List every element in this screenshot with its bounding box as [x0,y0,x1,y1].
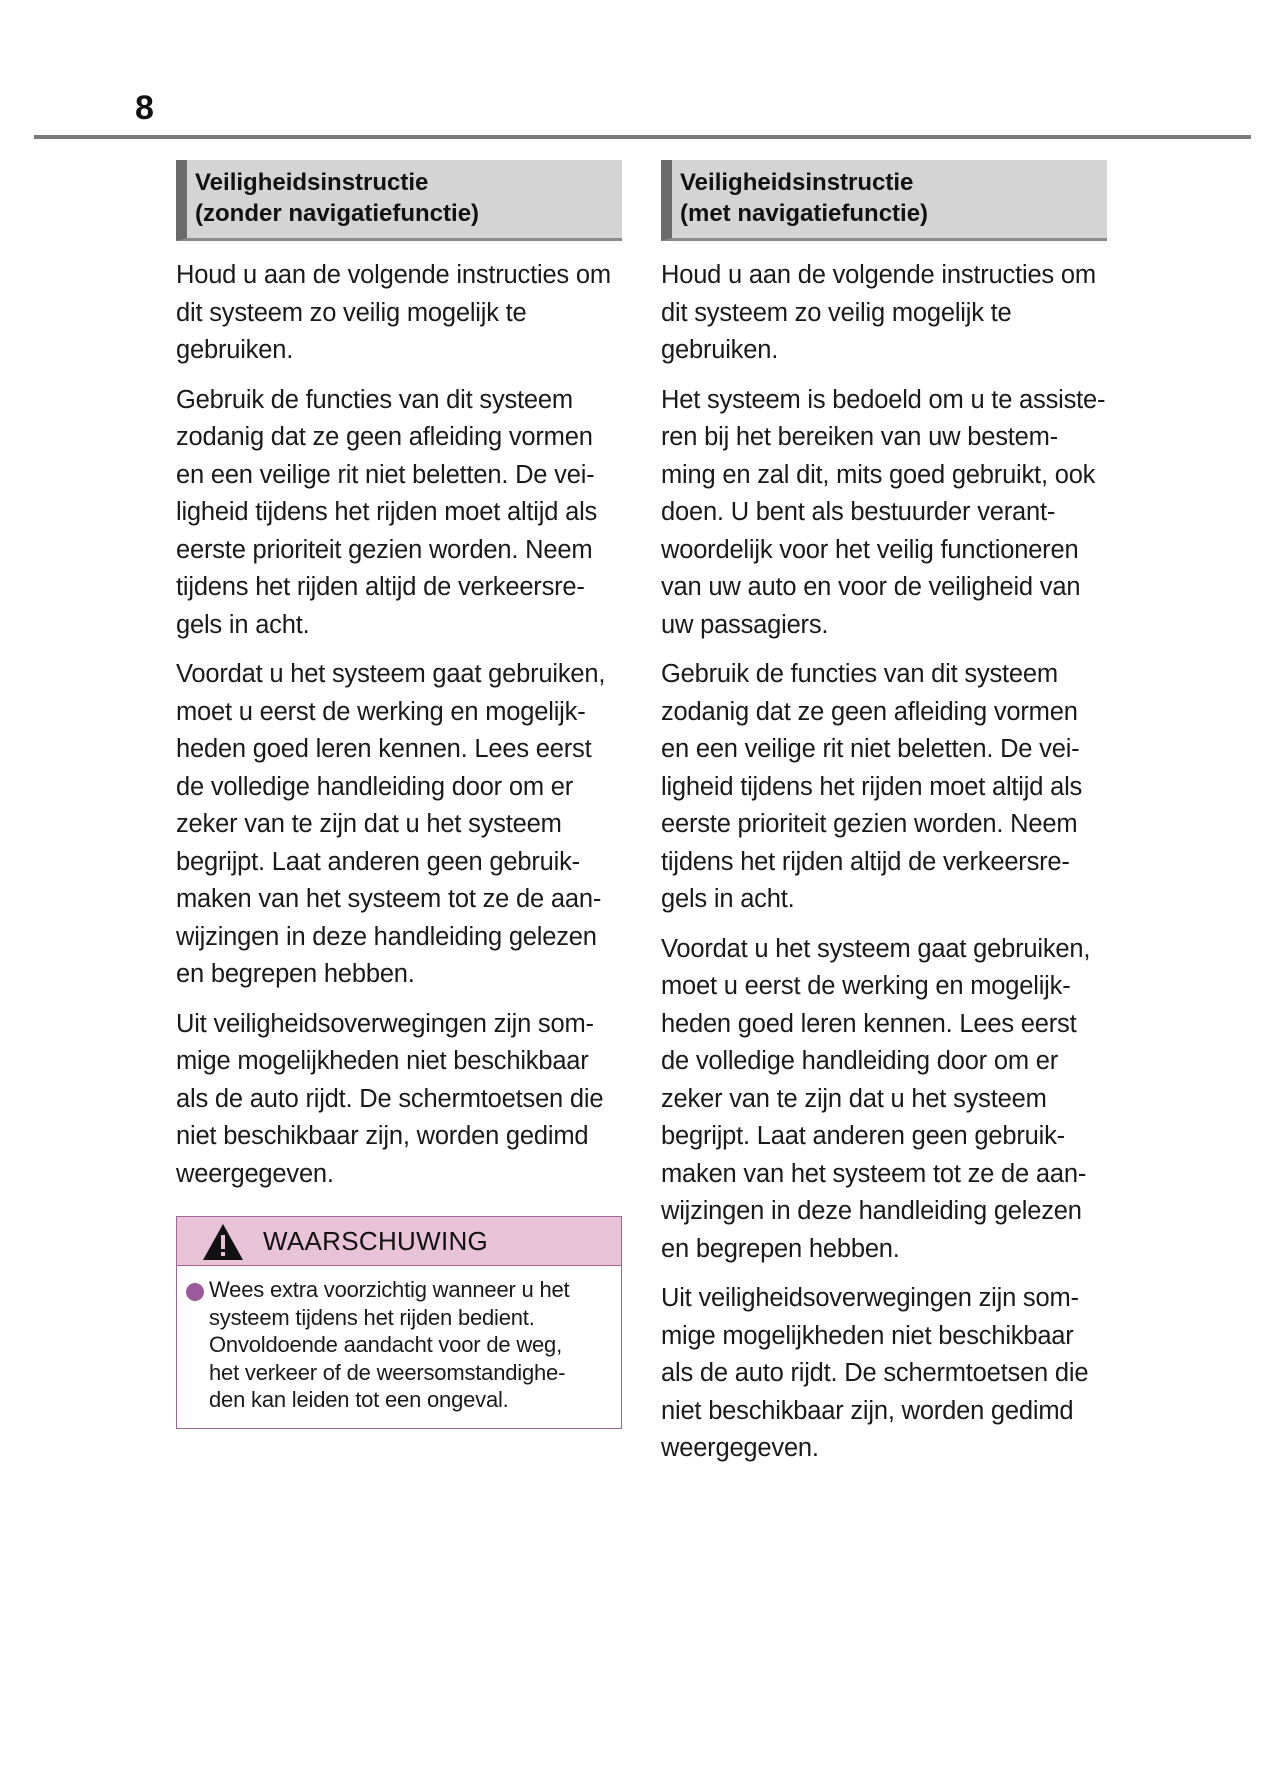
text-line: niet beschikbaar zijn, worden gedimd [176,1122,589,1150]
text-line: de volledige handleiding door om er [661,1047,1059,1075]
text-line: de volledige handleiding door om er [176,772,574,801]
paragraph [176,656,622,994]
text-line: Voordat u het systeem gaat gebruiken, [661,934,1091,963]
text-line: tijdens het rijden altijd de verkeersre- [661,847,1070,876]
text-line: ming en zal dit, mits goed gebruikt, ook [661,460,1096,489]
text-line: mige mogelijkheden niet beschikbaar [176,1047,589,1075]
text-line: begrijpt. Laat anderen geen gebruik- [661,1122,1065,1150]
text-line: en begrepen hebben. [176,960,415,988]
section-heading-with-navigation [661,160,1107,241]
text-line: tijdens het rijden altijd de verkeersre- [176,573,585,601]
text-line: gebruiken. [661,336,779,364]
text-line: en een veilige rit niet beletten. De vei- [661,735,1080,763]
paragraph [176,257,622,370]
paragraph [176,382,622,645]
section-heading-line: (met navigatiefunctie) [680,200,929,227]
text-line: dit systeem zo veilig mogelijk te [176,298,527,327]
paragraph [661,382,1107,645]
page-number: 8 [135,89,154,127]
text-line: van uw auto en voor de veiligheid van [661,573,1081,601]
text-line: zeker van te zijn dat u het systeem [176,810,562,838]
text-line: eerste prioriteit gezien worden. Neem [176,535,593,564]
section-heading-without-navigation [176,160,622,241]
warning-line: Wees extra voorzichtig wanneer u het [209,1277,570,1302]
text-line: Uit veiligheidsoverwegingen zijn som- [661,1284,1079,1312]
text-line: niet beschikbaar zijn, worden gedimd [661,1396,1074,1425]
warning-line: Onvoldoende aandacht voor de weg, [209,1332,562,1357]
warning-line: den kan leiden tot een ongeval. [209,1387,509,1412]
text-line: heden goed leren kennen. Lees eerst [176,735,592,763]
text-line: weergegeven. [176,1159,334,1188]
text-line: woordelijk voor het veilig functioneren [661,535,1079,564]
section-heading-line: Veiligheidsinstructie [195,169,429,196]
right-column [661,160,1107,1468]
paragraph [661,931,1107,1269]
section-heading-line: (zonder navigatiefunctie) [195,200,480,227]
text-line: Gebruik de functies van dit systeem [661,660,1058,688]
text-line: uw passagiers. [661,610,829,639]
header-rule [34,135,1251,139]
bullet-icon [186,1283,204,1301]
text-line: wijzingen in deze handleiding gelezen [661,1197,1082,1225]
section-heading-line: Veiligheidsinstructie [680,169,914,196]
text-line: maken van het systeem tot ze de aan- [176,885,602,913]
text-line: mige mogelijkheden niet beschikbaar [661,1321,1074,1350]
text-line: wijzingen in deze handleiding gelezen [176,922,597,951]
text-line: gels in acht. [661,885,795,913]
text-line: en begrepen hebben. [661,1234,900,1263]
text-line: weergegeven. [661,1434,819,1462]
left-column [176,160,622,1429]
text-line: begrijpt. Laat anderen geen gebruik- [176,847,580,876]
text-line: Houd u aan de volgende instructies om [661,261,1096,289]
text-line: Uit veiligheidsoverwegingen zijn som- [176,1009,594,1038]
text-line: maken van het systeem tot ze de aan- [661,1159,1087,1188]
text-line: eerste prioriteit gezien worden. Neem [661,810,1078,838]
warning-box [176,1216,622,1429]
paragraph [661,656,1107,919]
warning-body [177,1266,621,1428]
paragraph [176,1006,622,1194]
text-line: heden goed leren kennen. Lees eerst [661,1009,1077,1038]
text-line: gebruiken. [176,336,294,364]
text-line: Voordat u het systeem gaat gebruiken, [176,660,606,688]
warning-line: systeem tijdens het rijden bedient. [209,1304,535,1330]
text-line: gels in acht. [176,610,310,639]
warning-triangle-icon [201,1222,245,1262]
text-line: dit systeem zo veilig mogelijk te [661,298,1012,327]
text-line: zodanig dat ze geen afleiding vormen [661,697,1078,726]
text-line: ligheid tijdens het rijden moet altijd als [176,498,598,526]
text-line: en een veilige rit niet beletten. De vei- [176,460,595,489]
text-line: als de auto rijdt. De schermtoetsen die [661,1359,1089,1387]
text-line: ligheid tijdens het rijden moet altijd als [661,772,1083,801]
text-line: Houd u aan de volgende instructies om [176,261,611,289]
warning-header [177,1217,621,1266]
paragraph [661,257,1107,370]
warning-text [209,1276,607,1414]
text-line: Het systeem is bedoeld om u te assiste- [661,385,1106,414]
paragraph [661,1280,1107,1468]
warning-title: WAARSCHUWING [263,1226,489,1256]
text-line: doen. U bent als bestuurder verant- [661,498,1056,526]
text-line: moet u eerst de werking en mogelijk- [661,972,1071,1000]
text-line: zeker van te zijn dat u het systeem [661,1084,1047,1113]
text-line: ren bij het bereiken van uw bestem- [661,423,1058,451]
text-line: zodanig dat ze geen afleiding vormen [176,423,593,451]
text-line: moet u eerst de werking en mogelijk- [176,697,586,726]
warning-line: het verkeer of de weersomstandighe- [209,1359,566,1385]
text-line: Gebruik de functies van dit systeem [176,385,573,414]
text-line: als de auto rijdt. De schermtoetsen die [176,1084,604,1113]
